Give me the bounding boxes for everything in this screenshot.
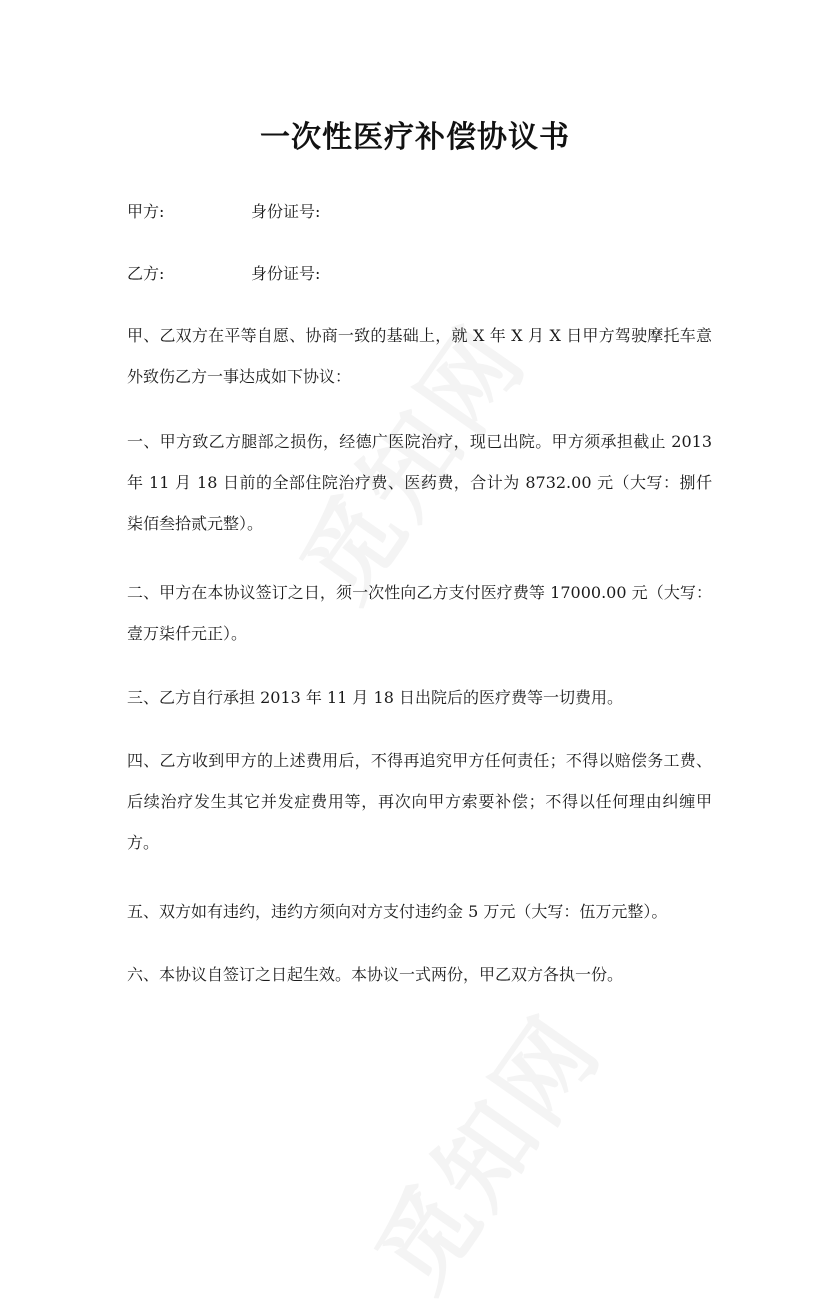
party-b-row bbox=[127, 261, 320, 284]
intro-paragraph: 甲、乙双方在平等自愿、协商一致的基础上，就 X 年 X 月 X 日甲方驾驶摩托车意外致伤乙方一事达成如下协议： bbox=[127, 326, 712, 386]
party-a-id-label: 身份证号: bbox=[251, 202, 321, 221]
watermark bbox=[339, 984, 627, 1313]
clause-2: 二、甲方在本协议签订之日，须一次性向乙方支付医疗费等 17000.00 元（大写：壹万柒仟元正）。 bbox=[127, 583, 712, 643]
party-a-label: 甲方: bbox=[127, 202, 165, 221]
clause-4: 四、乙方收到甲方的上述费用后，不得再追究甲方任何责任；不得以赔偿务工费、后续治疗发生其它并发症费用等，再次向甲方索要补偿；不得以任何理由纠缠甲方。 bbox=[127, 751, 712, 852]
clause-3: 三、乙方自行承担 2013 年 11 月 18 日出院后的医疗费等一切费用。 bbox=[127, 688, 623, 707]
party-b-id-label: 身份证号: bbox=[251, 264, 321, 283]
clause-1: 一、甲方致乙方腿部之损伤，经德广医院治疗，现已出院。甲方须承担截止 2013 年 11 月 18 日前的全部住院治疗费、医药费，合计为 8732.00 元（大写：捌仟柒佰叁拾贰元整）。 bbox=[127, 432, 712, 533]
clause-5: 五、双方如有违约，违约方须向对方支付违约金 5 万元（大写：伍万元整）。 bbox=[127, 902, 668, 921]
party-a-row bbox=[127, 199, 320, 222]
party-b-label: 乙方: bbox=[127, 264, 165, 283]
document-title: 一次性医疗补偿协议书 bbox=[260, 120, 570, 155]
clause-6: 六、本协议自签订之日起生效。本协议一式两份，甲乙双方各执一份。 bbox=[127, 965, 624, 984]
